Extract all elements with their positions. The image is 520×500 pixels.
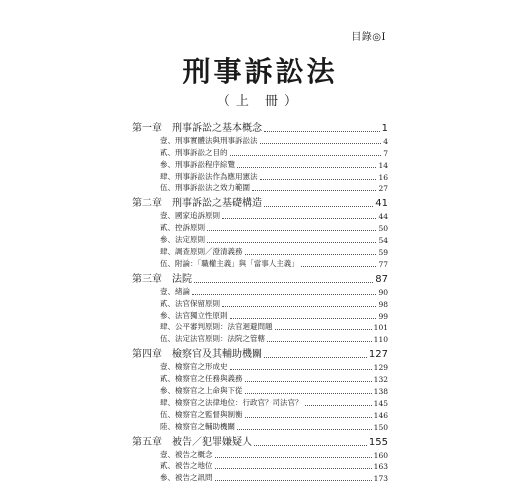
toc-section xyxy=(132,285,388,297)
volume-label: （上 冊） xyxy=(216,94,304,109)
chapter-number: 第四章 xyxy=(132,349,162,361)
toc-section xyxy=(132,372,388,384)
toc-section xyxy=(132,321,388,333)
section-page: 14 xyxy=(378,160,388,170)
toc-chapter xyxy=(132,344,388,360)
section-title: 伍、法定法官原則：法院之管轄 xyxy=(160,334,265,344)
dot-leader xyxy=(267,341,372,342)
dot-leader xyxy=(222,218,376,219)
section-title: 肆、公平審判原則：法官迴避問題 xyxy=(160,322,273,332)
toc-section xyxy=(132,245,388,257)
chapter-title: 法院 xyxy=(172,273,192,285)
dot-leader xyxy=(301,266,377,267)
dot-leader xyxy=(245,381,372,382)
section-page: 4 xyxy=(383,136,388,146)
section-title: 壹、被告之概念 xyxy=(160,449,213,459)
dot-leader xyxy=(215,480,372,481)
toc-section xyxy=(132,396,388,408)
section-page: 77 xyxy=(378,259,388,269)
toc-chapter xyxy=(132,193,388,209)
toc-section xyxy=(132,170,388,182)
section-page: 16 xyxy=(378,172,388,182)
toc-section xyxy=(132,182,388,194)
toc-section xyxy=(132,332,388,344)
toc-section xyxy=(132,134,388,146)
chapter-number: 第二章 xyxy=(132,198,162,210)
section-page: 150 xyxy=(373,422,388,432)
section-title: 伍、附論：「職權主義」與「當事人主義」 xyxy=(160,258,299,268)
section-title: 伍、檢察官之監督與制衡 xyxy=(160,409,243,419)
dot-leader xyxy=(264,357,367,358)
chapter-page: 1 xyxy=(381,123,388,134)
section-title: 參、刑事訴訟程序綜覽 xyxy=(160,159,235,169)
dot-leader xyxy=(245,393,372,394)
section-title: 肆、刑事訴訟法作為應用憲法 xyxy=(160,171,258,181)
dot-leader xyxy=(252,190,376,191)
toc-section xyxy=(132,448,388,460)
dot-leader xyxy=(260,143,382,144)
section-title: 壹、檢察官之形成史 xyxy=(160,362,228,372)
section-page: 110 xyxy=(373,335,388,345)
dot-leader xyxy=(237,167,376,168)
section-page: 90 xyxy=(378,287,388,297)
section-title: 肆、檢察官之法律地位：行政官？司法官？ xyxy=(160,397,303,407)
toc-section xyxy=(132,297,388,309)
toc-section xyxy=(132,384,388,396)
toc-section xyxy=(132,408,388,420)
section-page: 44 xyxy=(378,212,388,222)
dot-leader xyxy=(264,131,380,132)
section-title: 肆、調查原則／澄清義務 xyxy=(160,247,243,257)
section-page: 7 xyxy=(383,148,388,158)
chapter-page: 87 xyxy=(375,273,388,285)
dot-leader xyxy=(192,294,376,295)
section-title: 伍、刑事訴訟法之效力範圍 xyxy=(160,183,250,193)
section-title: 參、被告之訊問 xyxy=(160,473,213,483)
chapter-number: 第三章 xyxy=(132,273,162,285)
section-page: 59 xyxy=(378,248,388,258)
toc-section xyxy=(132,221,388,233)
dot-leader xyxy=(260,179,377,180)
dot-leader xyxy=(222,306,376,307)
section-page: 129 xyxy=(373,363,388,373)
section-page: 146 xyxy=(373,410,388,420)
dot-leader xyxy=(245,417,372,418)
dot-leader xyxy=(194,282,373,283)
chapter-title: 刑事訴訟之基本概念 xyxy=(172,123,262,134)
chapter-title: 檢察官及其輔助機關 xyxy=(172,349,262,361)
dot-leader xyxy=(237,429,372,430)
chapter-page: 127 xyxy=(368,349,388,361)
chapter-page: 41 xyxy=(375,198,388,210)
section-title: 壹、刑事實體法與刑事訴訟法 xyxy=(160,135,258,145)
table-of-contents xyxy=(132,118,388,483)
chapter-number: 第五章 xyxy=(132,436,162,448)
dot-leader xyxy=(275,329,372,330)
section-title: 貳、刑事訴訟之目的 xyxy=(160,147,228,157)
section-title: 貳、檢察官之任務與義務 xyxy=(160,374,243,384)
section-page: 145 xyxy=(373,398,388,408)
chapter-number: 第一章 xyxy=(132,123,162,134)
section-page: 132 xyxy=(373,375,388,385)
section-title: 參、法官獨立性原則 xyxy=(160,310,228,320)
chapter-title: 被告／犯罪嫌疑人 xyxy=(172,436,252,448)
section-page: 138 xyxy=(373,387,388,397)
toc-section xyxy=(132,209,388,221)
dot-leader xyxy=(230,155,382,156)
section-title: 貳、法官保留原則 xyxy=(160,298,220,308)
running-head: 目錄◎I xyxy=(351,32,386,43)
section-page: 27 xyxy=(378,184,388,194)
toc-section xyxy=(132,233,388,245)
toc-chapter xyxy=(132,432,388,448)
dot-leader xyxy=(264,206,373,207)
dot-leader xyxy=(215,468,372,469)
section-page: 163 xyxy=(373,462,388,472)
toc-chapter xyxy=(132,269,388,285)
toc-chapter xyxy=(132,118,388,134)
section-page: 101 xyxy=(373,323,388,333)
dot-leader xyxy=(230,318,377,319)
book-title: 刑事訴訟法 xyxy=(182,55,338,88)
section-page: 54 xyxy=(378,236,388,246)
chapter-page: 155 xyxy=(368,436,388,448)
section-page: 50 xyxy=(378,224,388,234)
toc-section xyxy=(132,257,388,269)
section-title: 貳、控訴原則 xyxy=(160,223,205,233)
section-title: 參、檢察官之上命與下從 xyxy=(160,386,243,396)
dot-leader xyxy=(305,405,372,406)
toc-section xyxy=(132,420,388,432)
section-title: 陸、檢察官之輔助機關 xyxy=(160,421,235,431)
section-page: 160 xyxy=(373,450,388,460)
toc-section xyxy=(132,360,388,372)
section-title: 參、法定原則 xyxy=(160,235,205,245)
dot-leader xyxy=(207,230,376,231)
section-title: 壹、國家追訴原則 xyxy=(160,211,220,221)
section-page: 99 xyxy=(378,311,388,321)
section-title: 壹、緒論 xyxy=(160,286,190,296)
toc-section xyxy=(132,460,388,472)
toc-section xyxy=(132,158,388,170)
toc-section xyxy=(132,309,388,321)
section-page: 173 xyxy=(373,474,388,484)
section-title: 貳、被告之地位 xyxy=(160,461,213,471)
section-page: 98 xyxy=(378,299,388,309)
chapter-title: 刑事訴訟之基礎構造 xyxy=(172,198,262,210)
dot-leader xyxy=(230,369,372,370)
dot-leader xyxy=(215,457,372,458)
dot-leader xyxy=(245,254,377,255)
dot-leader xyxy=(207,242,376,243)
toc-section xyxy=(132,471,388,483)
toc-section xyxy=(132,146,388,158)
dot-leader xyxy=(254,445,367,446)
